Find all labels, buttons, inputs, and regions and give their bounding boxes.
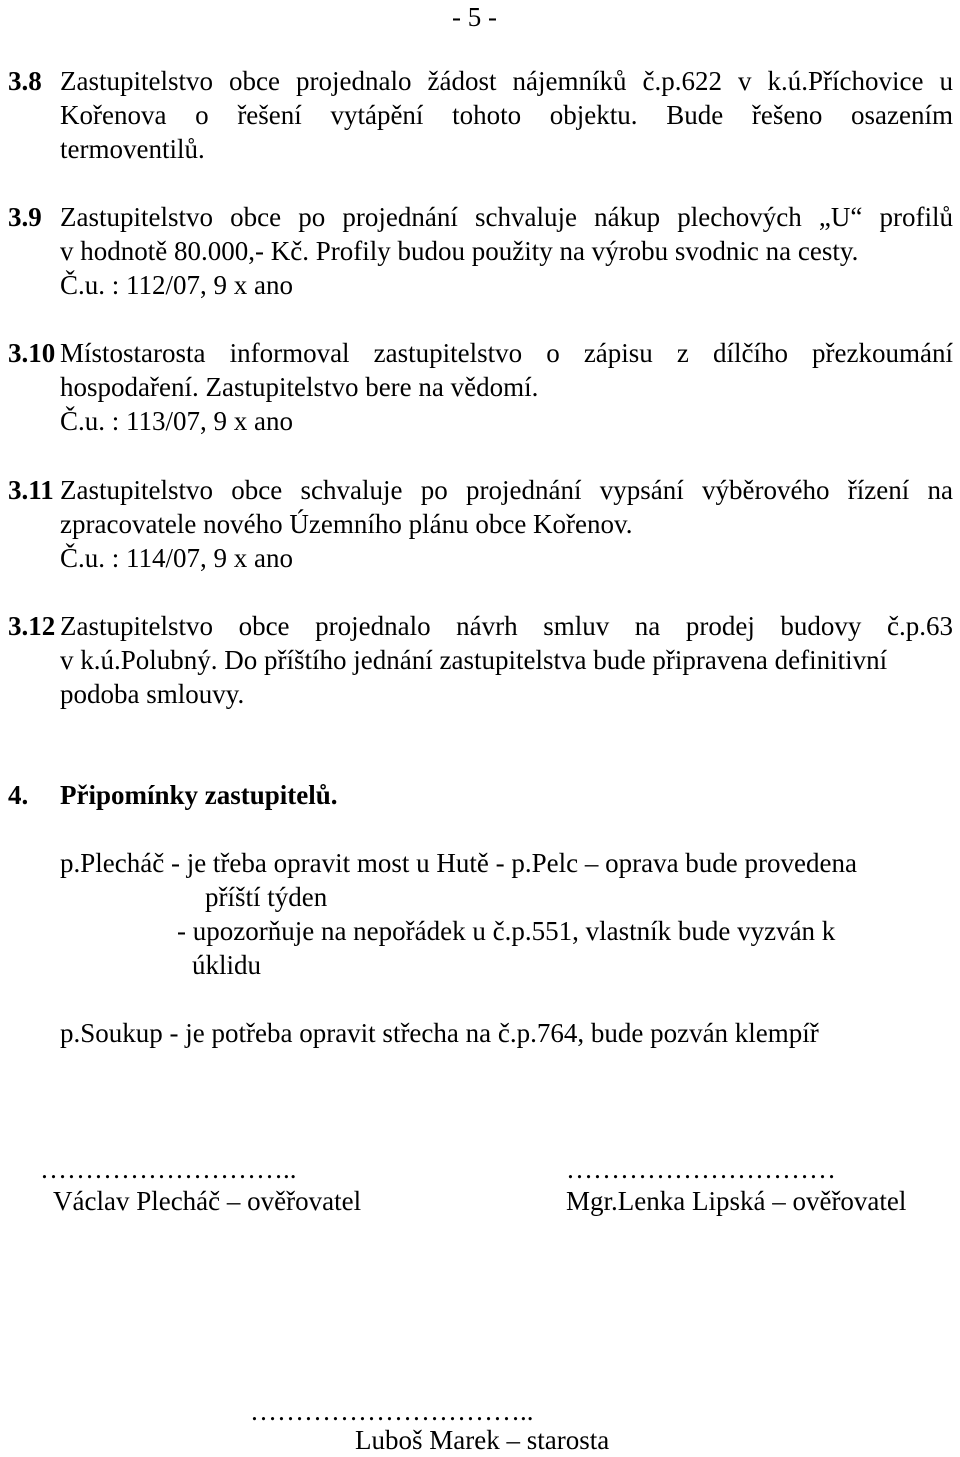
item-text-line: Č.u. : 113/07, 9 x ano [60, 406, 293, 436]
item-text-line: Místostarosta informoval zastupitelstvo o zápisu z dílčího přezkoumání [60, 338, 953, 368]
signature-line-right: ………………………… [566, 1154, 836, 1184]
item-number: 3.10 [8, 338, 56, 368]
remark-line: p.Soukup - je potřeba opravit střecha na č.p.764, bude pozván klempíř [60, 1018, 819, 1048]
remark-line: příští týden [205, 882, 328, 912]
remark-line: - upozorňuje na nepořádek u č.p.551, vlastník bude vyzván k [177, 916, 836, 946]
item-text-line: v hodnotě 80.000,- Kč. Profily budou použity na výrobu svodnic na cesty. [60, 236, 859, 266]
item-text-line: Zastupitelstvo obce projednalo návrh smluv na prodej budovy č.p.63 [60, 611, 953, 641]
item-text-line: v k.ú.Polubný. Do příštího jednání zastupitelstva bude připravena definitivní [60, 645, 888, 675]
item-text-line: Zastupitelstvo obce projednalo žádost nájemníků č.p.622 v k.ú.Příchovice u [60, 66, 953, 96]
item-text-line: Kořenova o řešení vytápění tohoto objektu. Bude řešeno osazením [60, 100, 953, 130]
page-number: - 5 - [452, 2, 497, 32]
section-number: 4. [8, 780, 29, 810]
signature-name-bottom: Luboš Marek – starosta [355, 1425, 610, 1455]
item-text-line: termoventilů. [60, 134, 205, 164]
item-text-line: hospodaření. Zastupitelstvo bere na vědomí. [60, 372, 539, 402]
item-text-line: Zastupitelstvo obce po projednání schvaluje nákup plechových „U“ profilů [60, 202, 953, 232]
item-text-line: Zastupitelstvo obce schvaluje po projednání vypsání výběrového řízení na [60, 475, 953, 505]
signature-name-right: Mgr.Lenka Lipská – ověřovatel [566, 1186, 907, 1216]
item-text-line: Č.u. : 112/07, 9 x ano [60, 270, 293, 300]
item-text-line: Č.u. : 114/07, 9 x ano [60, 543, 293, 573]
remark-line: úklidu [192, 950, 262, 980]
signature-name-left: Václav Plecháč – ověřovatel [53, 1186, 362, 1216]
item-text-line: podoba smlouvy. [60, 679, 245, 709]
section-title: Připomínky zastupitelů. [60, 780, 338, 810]
item-text-line: zpracovatele nového Územního plánu obce Kořenov. [60, 509, 633, 539]
item-number: 3.9 [8, 202, 42, 232]
item-number: 3.8 [8, 66, 42, 96]
remark-line: p.Plecháč - je třeba opravit most u Hutě - p.Pelc – oprava bude provedena [60, 848, 857, 878]
item-number: 3.12 [8, 611, 56, 641]
item-number: 3.11 [8, 475, 54, 505]
signature-line-left: ……………………….. [40, 1154, 297, 1184]
signature-line-bottom: ………………………….. [250, 1396, 534, 1426]
